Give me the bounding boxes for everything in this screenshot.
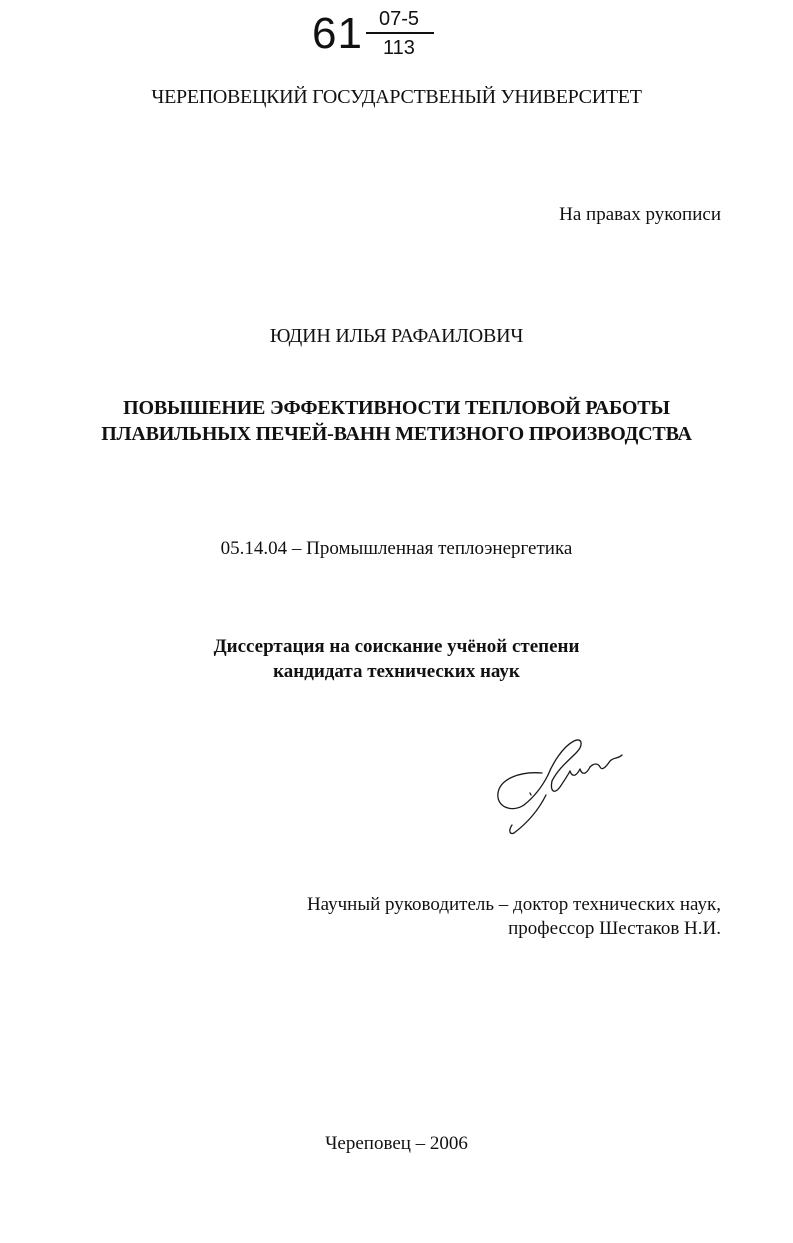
- title-line-2: ПЛАВИЛЬНЫХ ПЕЧЕЙ-ВАНН МЕТИЗНОГО ПРОИЗВОДСТВА: [101, 423, 692, 445]
- handwritten-signature: [490, 735, 630, 835]
- manuscript-note: На правах рукописи: [559, 204, 721, 225]
- university-name: ЧЕРЕПОВЕЦКИЙ ГОСУДАРСТВЕНЫЙ УНИВЕРСИТЕТ: [151, 86, 642, 108]
- title-line-1: ПОВЫШЕНИЕ ЭФФЕКТИВНОСТИ ТЕПЛОВОЙ РАБОТЫ: [123, 397, 670, 419]
- degree-statement: [0, 634, 793, 684]
- degree-line-2: кандидата технических наук: [273, 661, 520, 682]
- supervisor-line-1: Научный руководитель – доктор технических наук,: [306, 894, 721, 915]
- supervisor-line-2: профессор Шестаков Н.И.: [508, 918, 721, 939]
- specialty-code: 05.14.04 – Промышленная теплоэнергетика: [220, 538, 573, 559]
- city-and-year: Череповец – 2006: [325, 1133, 468, 1154]
- fraction-bar: [366, 32, 434, 34]
- library-code-fraction: [368, 8, 430, 59]
- library-code-denominator: 113: [383, 37, 415, 59]
- library-code-main: 61: [312, 9, 363, 58]
- dissertation-title: [0, 395, 793, 447]
- scientific-supervisor: [307, 893, 721, 941]
- degree-line-1: Диссертация на соискание учёной степени: [213, 636, 580, 657]
- author-name: ЮДИН ИЛЬЯ РАФАИЛОВИЧ: [269, 325, 524, 347]
- library-code-numerator: 07-5: [378, 8, 420, 30]
